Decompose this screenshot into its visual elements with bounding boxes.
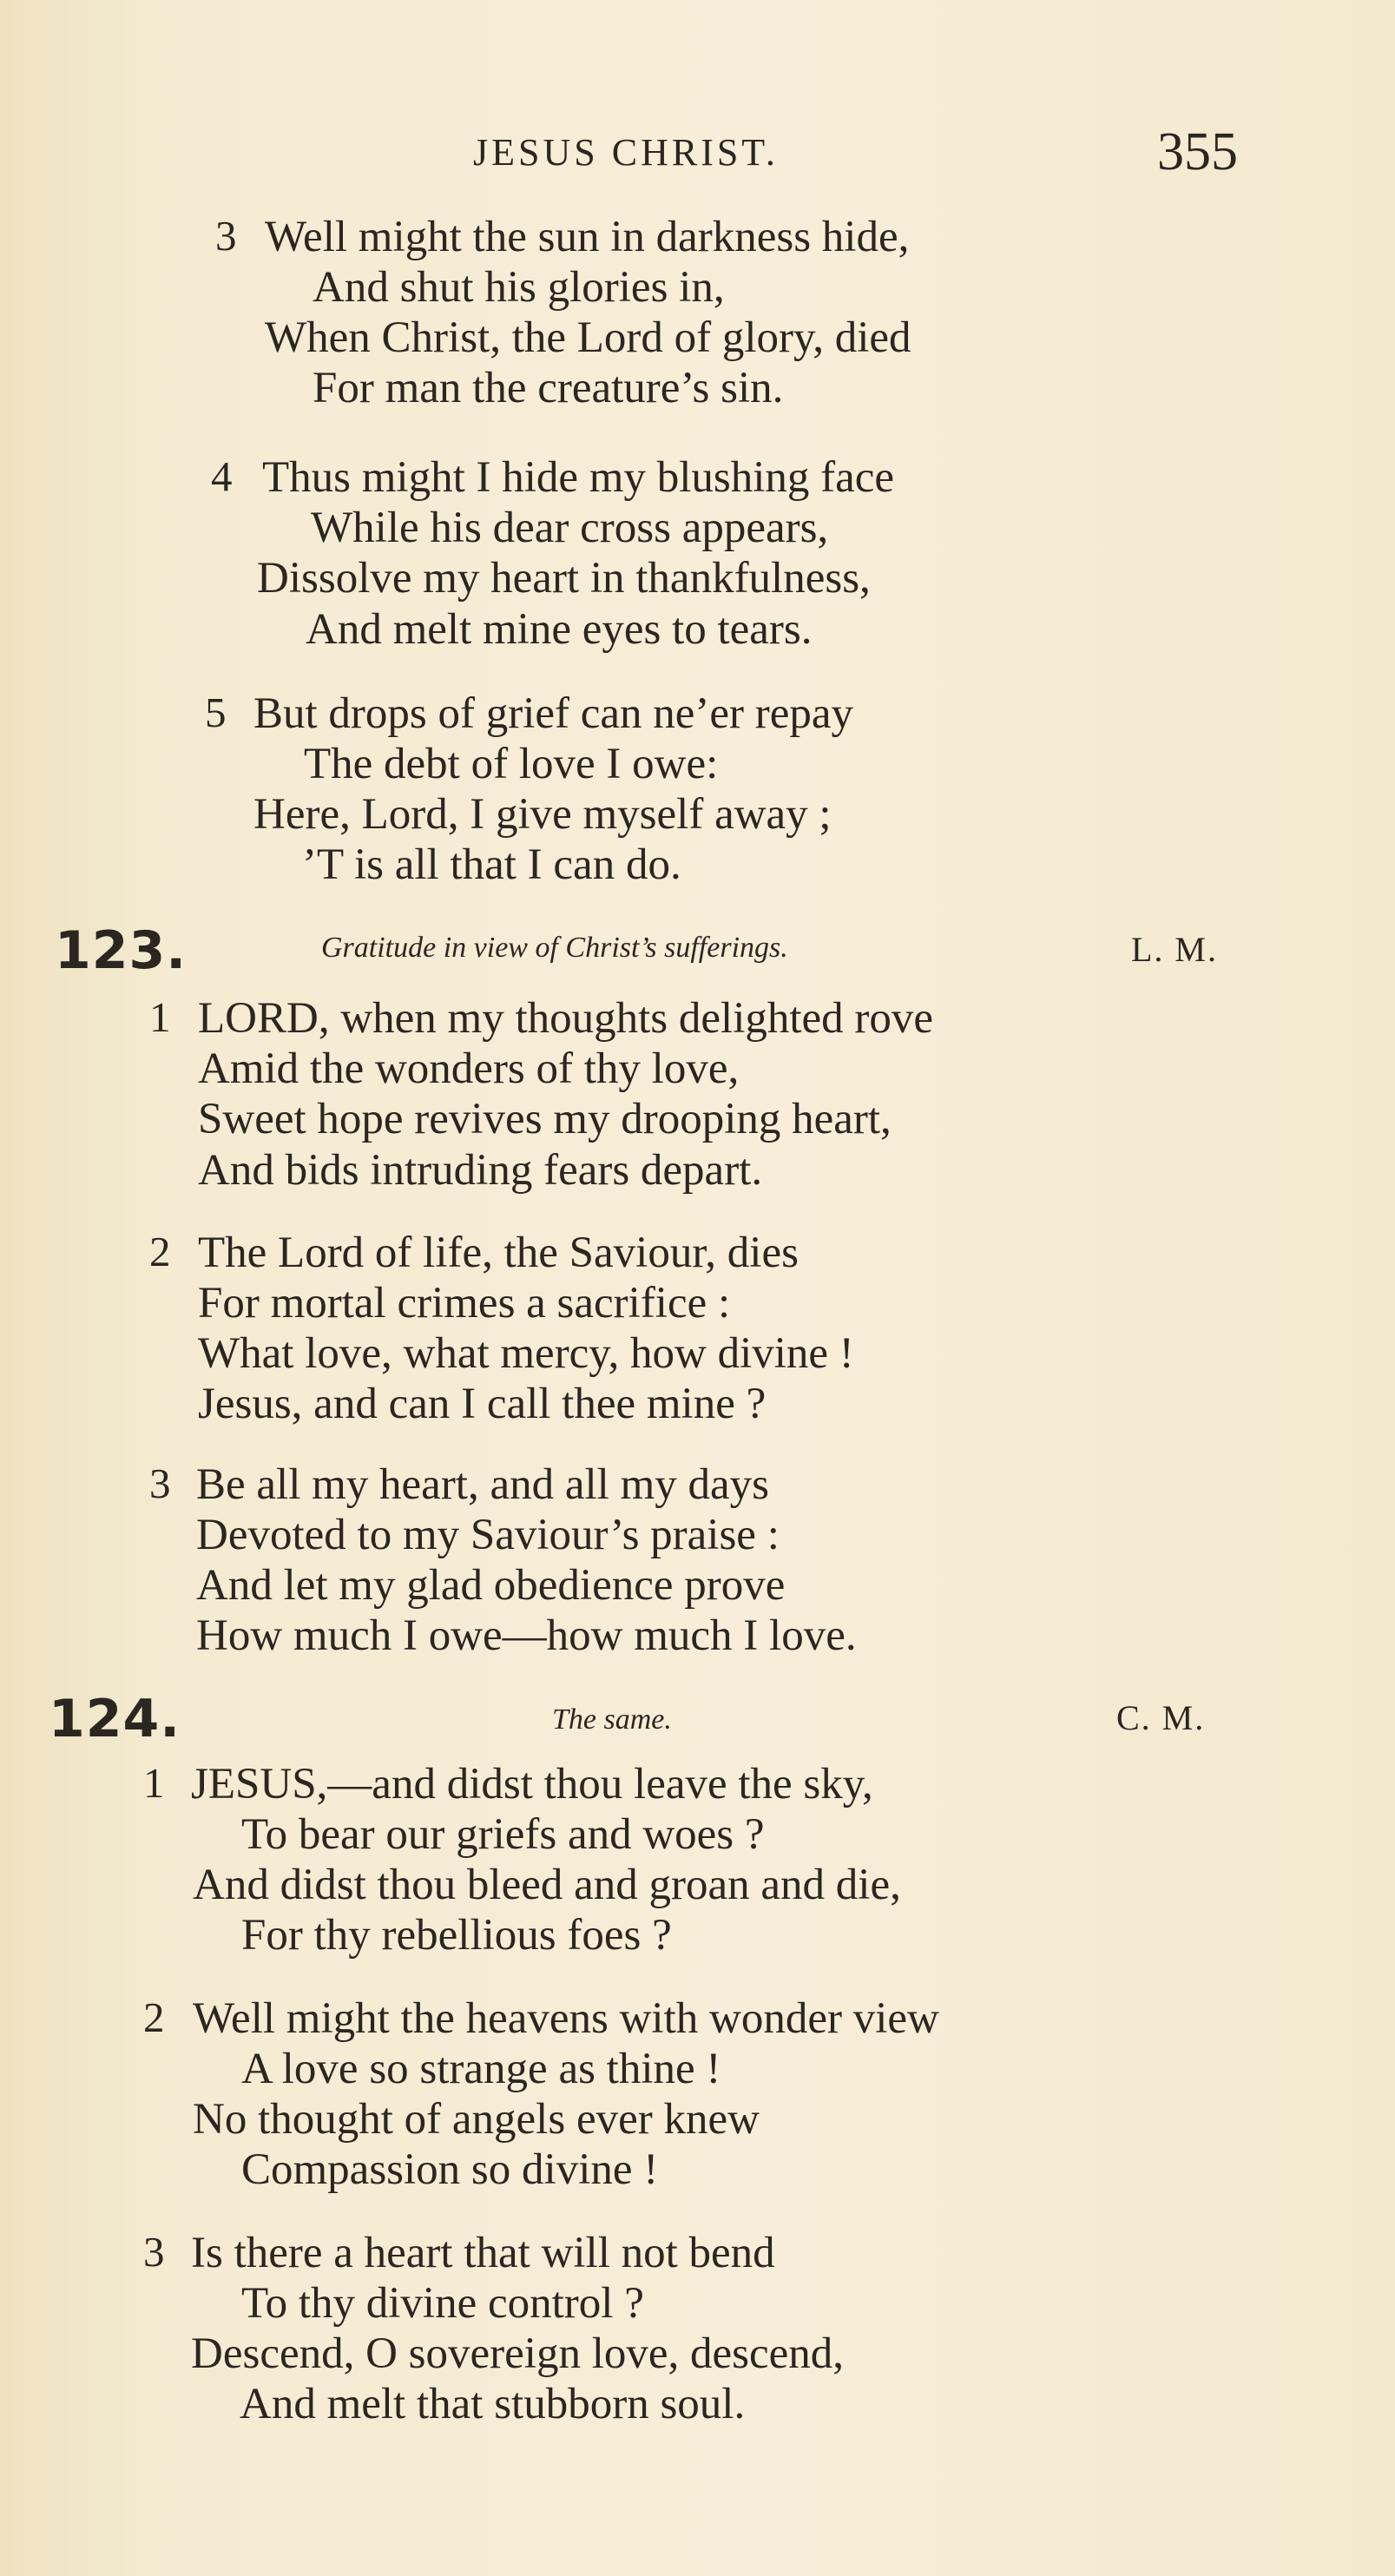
hymn-meter: C. M. [1116,1698,1206,1737]
verse-number: 2 [149,1228,171,1275]
verse-line: Compassion so divine ! [241,2145,659,2194]
verse-line: LORD, when my thoughts delighted rove [198,994,934,1043]
verse-line: Sweet hope revives my drooping heart, [198,1095,892,1143]
verse-number: 5 [205,688,227,736]
verse-line: Dissolve my heart in thankfulness, [257,554,871,603]
hymn-title: Gratitude in view of Christ’s sufferings. [321,932,788,964]
verse-number: 1 [149,993,171,1041]
verse-line: The Lord of life, the Saviour, dies [198,1229,799,1277]
verse-line: Thus might I hide my blushing face [262,453,895,502]
verse-number: 3 [215,212,237,260]
verse-line: Amid the wonders of thy love, [198,1044,740,1093]
verse-number: 2 [143,1993,165,2041]
verse-line: And melt that stubborn soul. [240,2380,746,2428]
verse-line: But drops of grief can ne’er repay [253,689,854,738]
verse-line: And shut his glories in, [313,263,725,312]
verse-line: How much I owe—how much I love. [196,1611,857,1660]
hymn-meter: L. M. [1131,930,1218,969]
page-number: 355 [1157,122,1238,181]
verse-line: The debt of love I owe: [304,740,719,788]
verse-line: And let my glad obedience prove [196,1561,786,1610]
verse-line: To bear our griefs and woes ? [241,1810,765,1859]
verse-line: For man the creature’s sin. [313,364,784,412]
running-header: JESUS CHRIST. [473,131,779,174]
verse-number: 1 [143,1759,165,1807]
verse-line: Is there a heart that will not bend [191,2229,775,2277]
verse-line: ’T is all that I can do. [302,840,681,889]
verse-line: Here, Lord, I give myself away ; [253,790,832,839]
verse-line: For mortal crimes a sacrifice : [198,1279,731,1328]
hymn-title: The same. [552,1703,672,1736]
verse-line: When Christ, the Lord of glory, died [265,313,911,362]
verse-number: 4 [211,452,233,500]
verse-line: Well might the heavens with wonder view [193,1994,939,2043]
verse-line: Jesus, and can I call thee mine ? [198,1380,767,1428]
verse-line: Descend, O sovereign love, descend, [191,2329,845,2378]
verse-number: 3 [143,2228,165,2276]
verse-line: Devoted to my Saviour’s praise : [196,1511,780,1559]
hymn-number: 123. [55,920,188,981]
verse-line: What love, what mercy, how divine ! [198,1329,854,1378]
verse-line: While his dear cross appears, [311,504,829,552]
verse-line: A love so strange as thine ! [241,2045,721,2093]
verse-line: Well might the sun in darkness hide, [265,213,910,261]
verse-line: No thought of angels ever knew [193,2095,760,2144]
verse-line: And melt mine eyes to tears. [306,605,813,654]
verse-number: 3 [149,1459,171,1507]
verse-line: To thy divine control ? [241,2279,644,2328]
verse-line: JESUS,—and didst thou leave the sky, [191,1760,873,1808]
verse-line: For thy rebellious foes ? [241,1911,672,1960]
verse-line: And didst thou bleed and groan and die, [193,1861,901,1909]
verse-line: Be all my heart, and all my days [196,1460,769,1509]
verse-line: And bids intruding fears depart. [198,1146,763,1195]
hymn-number: 124. [49,1689,181,1749]
